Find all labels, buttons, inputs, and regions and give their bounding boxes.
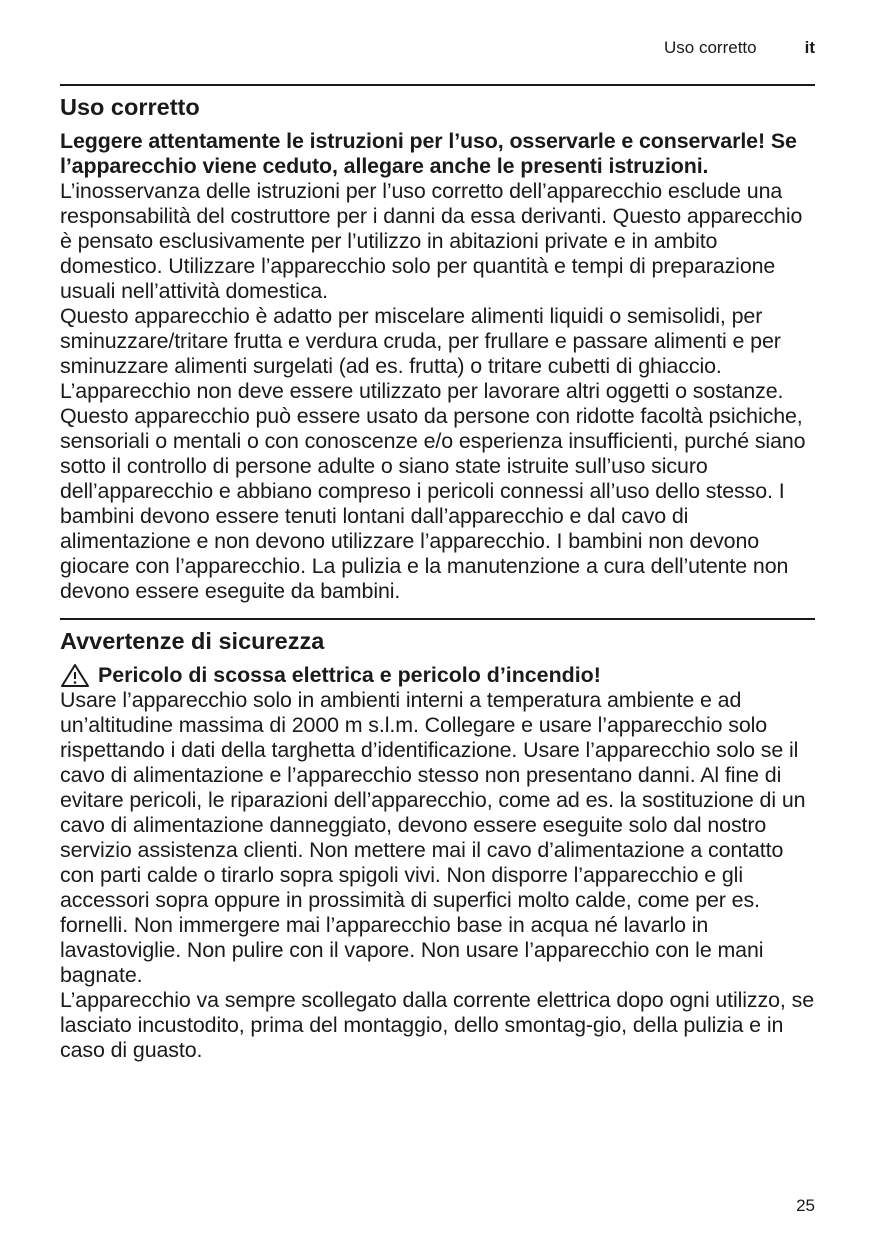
body-paragraph: Questo apparecchio è adatto per miscelare alimenti liquidi o semisolidi, per sminuzzare/tritare frutta e verdura cruda, per frullare e passare alimenti e per sminuzzare alimenti surgelati (ad es. frutta) o tritare cubetti di ghiaccio. L’apparecchio non deve essere utilizzato per lavorare altri oggetti o sostanze. [60, 304, 784, 403]
body-paragraph: Questo apparecchio può essere usato da persone con ridotte facoltà psichiche, sensoriali o mentali o con conoscenze e/o esperienza insufficienti, purché siano sotto il controllo di persone adulte o siano state istruite sull’uso sicuro dell’apparecchio e abbiano compreso i pericoli connessi all’uso dello stesso. I bambini devono essere tenuti lontani dall’apparecchio e dal cavo di alimentazione e non devono utilizzare l’apparecchio. I bambini non devono giocare con l’apparecchio. La pulizia e la manutenzione a cura dell’utente non devono essere eseguite da bambini. [60, 404, 806, 603]
warning-heading [60, 663, 815, 688]
running-header [664, 38, 815, 58]
body-paragraph: L’apparecchio va sempre scollegato dalla corrente elettrica dopo ogni utilizzo, se lasciato incustodito, prima del montaggio, dello smontag-gio, della pulizia e in caso di guasto. [60, 988, 814, 1062]
section-divider [60, 618, 815, 620]
body-paragraph: L’inosservanza delle istruzioni per l’uso corretto dell’apparecchio esclude una responsabilità del costruttore per i danni da essa derivanti. Questo apparecchio è pensato esclusivamente per l’utilizzo in abitazioni private e in ambito domestico. Utilizzare l’apparecchio solo per quantità e tempi di preparazione usuali nell’attività domestica. [60, 179, 803, 303]
warning-title: Pericolo di scossa elettrica e pericolo d’incendio! [98, 663, 601, 687]
intro-bold-paragraph: Leggere attentamente le istruzioni per l’uso, osservarle e conservarle! Se l’apparecchio viene ceduto, allegare anche le presenti istruzioni. [60, 129, 797, 178]
section-avvertenze [60, 625, 815, 1063]
page-content [60, 84, 815, 1063]
warning-triangle-icon [60, 663, 90, 688]
header-section-title: Uso corretto [664, 38, 757, 57]
header-language-code: it [804, 38, 815, 57]
section-title: Uso corretto [60, 94, 200, 120]
body-paragraph: Usare l’apparecchio solo in ambienti interni a temperatura ambiente e ad un’altitudine massima di 2000 m s.l.m. Collegare e usare l’apparecchio solo rispettando i dati della targhetta d’identificazione. Usare l’apparecchio solo se il cavo di alimentazione e l’apparecchio stesso non presentano danni. Al fine di evitare pericoli, le riparazioni dell’apparecchio, come ad es. la sostituzione di un cavo di alimentazione danneggiato, devono essere eseguite solo dal nostro servizio assistenza clienti. Non mettere mai il cavo d’alimentazione a contatto con parti calde o tirarlo sopra spigoli vivi. Non disporre l’apparecchio e gli accessori sopra oppure in prossimità di superfici molto calde, come per es. fornelli. Non immergere mai l’apparecchio base in acqua né lavarlo in lavastoviglie. Non pulire con il vapore. Non usare l’apparecchio con le mani bagnate. [60, 688, 806, 987]
section-divider [60, 84, 815, 86]
page-number: 25 [796, 1196, 815, 1215]
section-uso-corretto [60, 91, 815, 604]
section-title: Avvertenze di sicurezza [60, 628, 325, 654]
